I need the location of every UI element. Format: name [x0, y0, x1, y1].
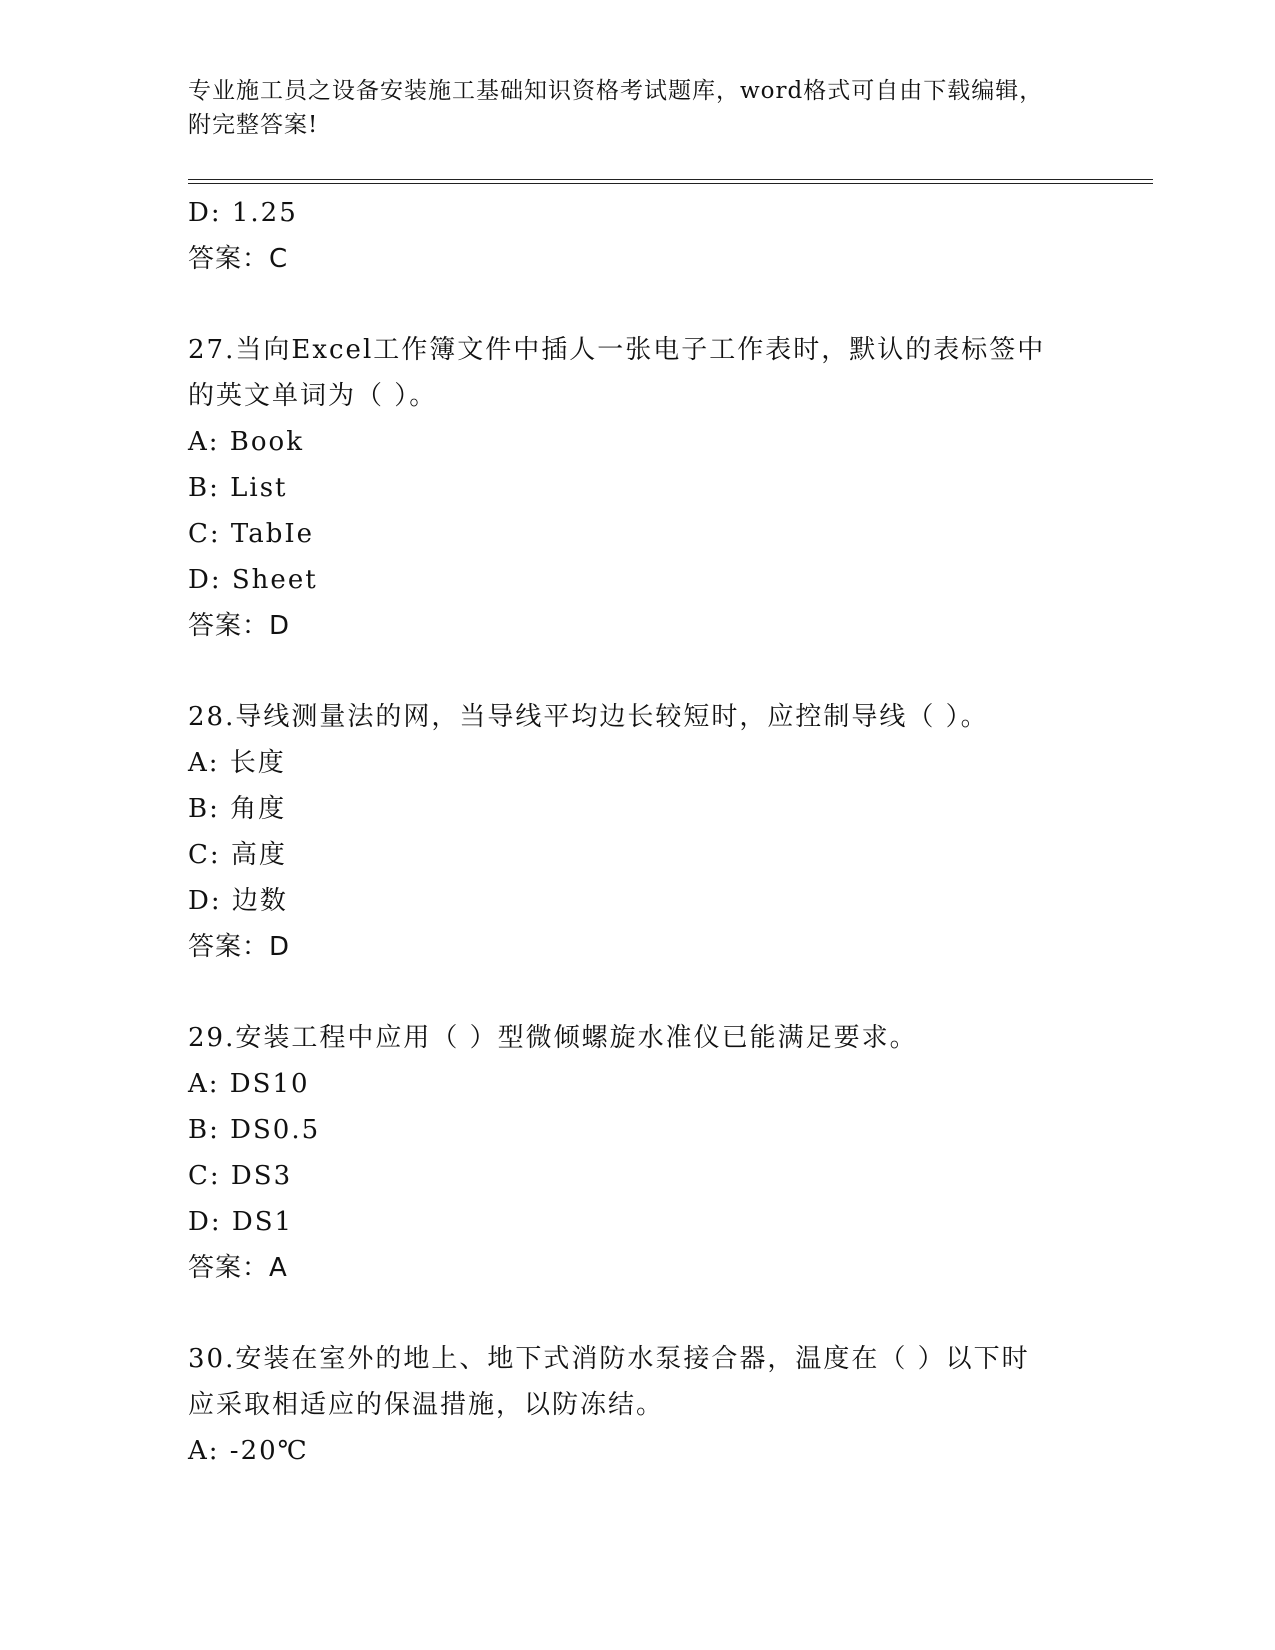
answer-line: 答案：D: [188, 611, 291, 641]
question-29-stem: [188, 1015, 1068, 1061]
spacer: [188, 649, 1128, 694]
option-a: A: Book: [188, 427, 304, 457]
page-header: [188, 74, 1088, 142]
spacer: [188, 1291, 1128, 1336]
option-d: D: DS1: [188, 1207, 294, 1237]
option-d: D: 边数: [188, 886, 288, 916]
answer-line: 答案：A: [188, 1253, 288, 1283]
question-stem-line: 27.当向Excel工作簿文件中插人一张电子工作表时，默认的表标签中: [188, 335, 1046, 365]
option-b: B: 角度: [188, 794, 287, 824]
header-line-1: 专业施工员之设备安装施工基础知识资格考试题库，word格式可自由下载编辑，: [188, 78, 1044, 104]
option-c: C: 高度: [188, 840, 287, 870]
option-a: A: 长度: [188, 748, 286, 778]
question-28-stem: [188, 694, 1068, 740]
option-d: D: Sheet: [188, 565, 318, 595]
spacer: [188, 970, 1128, 1015]
answer-line: 答案：C: [188, 244, 289, 274]
option-a: A: DS10: [188, 1069, 310, 1099]
option-c: C: DS3: [188, 1161, 293, 1191]
question-stem-line: 28.导线测量法的网，当导线平均边长较短时，应控制导线（ ）。: [188, 702, 989, 732]
question-27-stem: [188, 327, 1068, 419]
question-stem-line: 29.安装工程中应用（ ）型微倾螺旋水准仪已能满足要求。: [188, 1023, 918, 1053]
option-a: A: -20℃: [188, 1436, 309, 1466]
spacer: [188, 282, 1128, 327]
question-stem-line: 应采取相适应的保温措施，以防冻结。: [188, 1390, 665, 1420]
question-30-stem: [188, 1336, 1068, 1428]
question-stem-line: 30.安装在室外的地上、地下式消防水泵接合器，温度在（ ）以下时: [188, 1344, 1030, 1374]
header-divider: [188, 179, 1153, 184]
option-c: C: TabIe: [188, 519, 315, 549]
header-line-2: 附完整答案!: [188, 112, 319, 138]
option-d: D: 1.25: [188, 198, 298, 228]
option-b: B: DS0.5: [188, 1115, 321, 1145]
option-b: B: List: [188, 473, 288, 503]
answer-line: 答案：D: [188, 932, 291, 962]
question-list: [188, 190, 1128, 1474]
question-stem-line: 的英文单词为（ ）。: [188, 381, 438, 411]
